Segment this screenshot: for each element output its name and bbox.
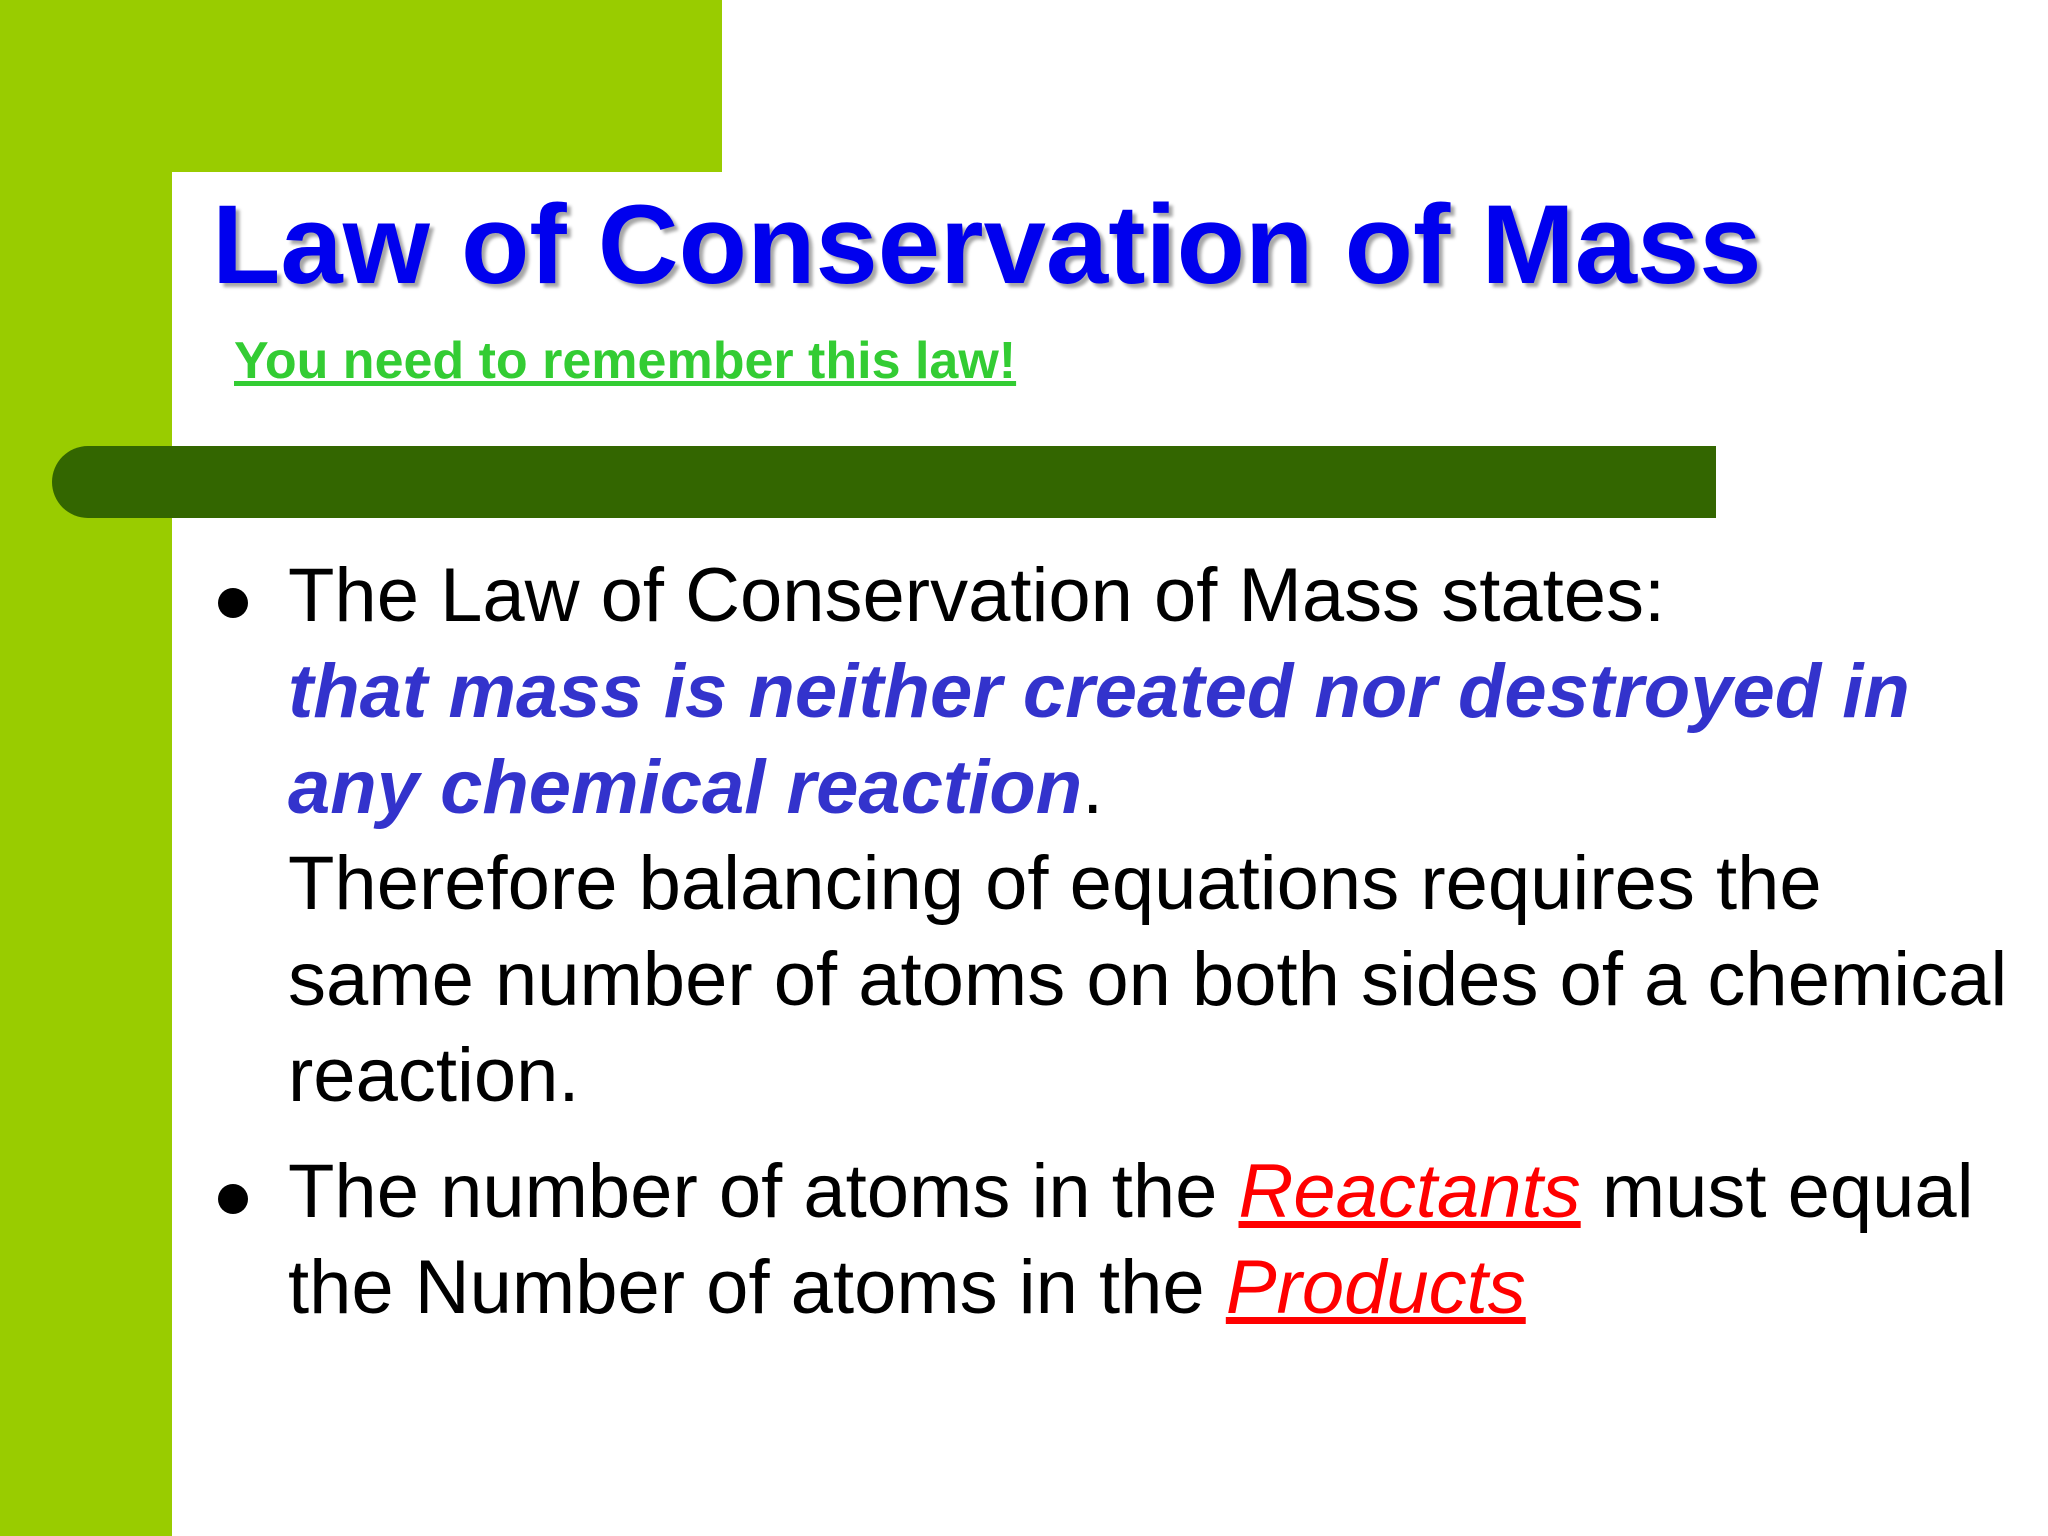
period-text: . [1082, 745, 1104, 830]
bullet-list [212, 548, 2012, 1356]
atoms-text-part1: The number of atoms in the [288, 1149, 1218, 1234]
bullet-dot-icon [218, 1184, 248, 1214]
law-definition-text: that mass is neither created nor destroyed in any chemical reaction [288, 649, 1910, 830]
divider-bar [52, 446, 1716, 518]
products-link[interactable]: Products [1225, 1245, 1526, 1330]
slide-subtitle-link[interactable]: You need to remember this law! [234, 332, 1017, 390]
reactants-link[interactable]: Reactants [1238, 1149, 1581, 1234]
bullet-intro-text: The Law of Conservation of Mass states: [288, 553, 1666, 638]
accent-green-top-block [0, 0, 722, 172]
bullet-item-law-statement [212, 548, 2012, 1124]
accent-green-sidebar [0, 0, 172, 1536]
atoms-text-part2: must equal the Number of atoms in the [288, 1149, 1974, 1330]
bullet-dot-icon [218, 588, 248, 618]
slide-title: Law of Conservation of Mass [212, 182, 1762, 307]
balancing-explanation-text: Therefore balancing of equations requires the same number of atoms on both sides of a chemical reaction. [288, 841, 2008, 1118]
bullet-item-atoms [212, 1144, 2012, 1336]
